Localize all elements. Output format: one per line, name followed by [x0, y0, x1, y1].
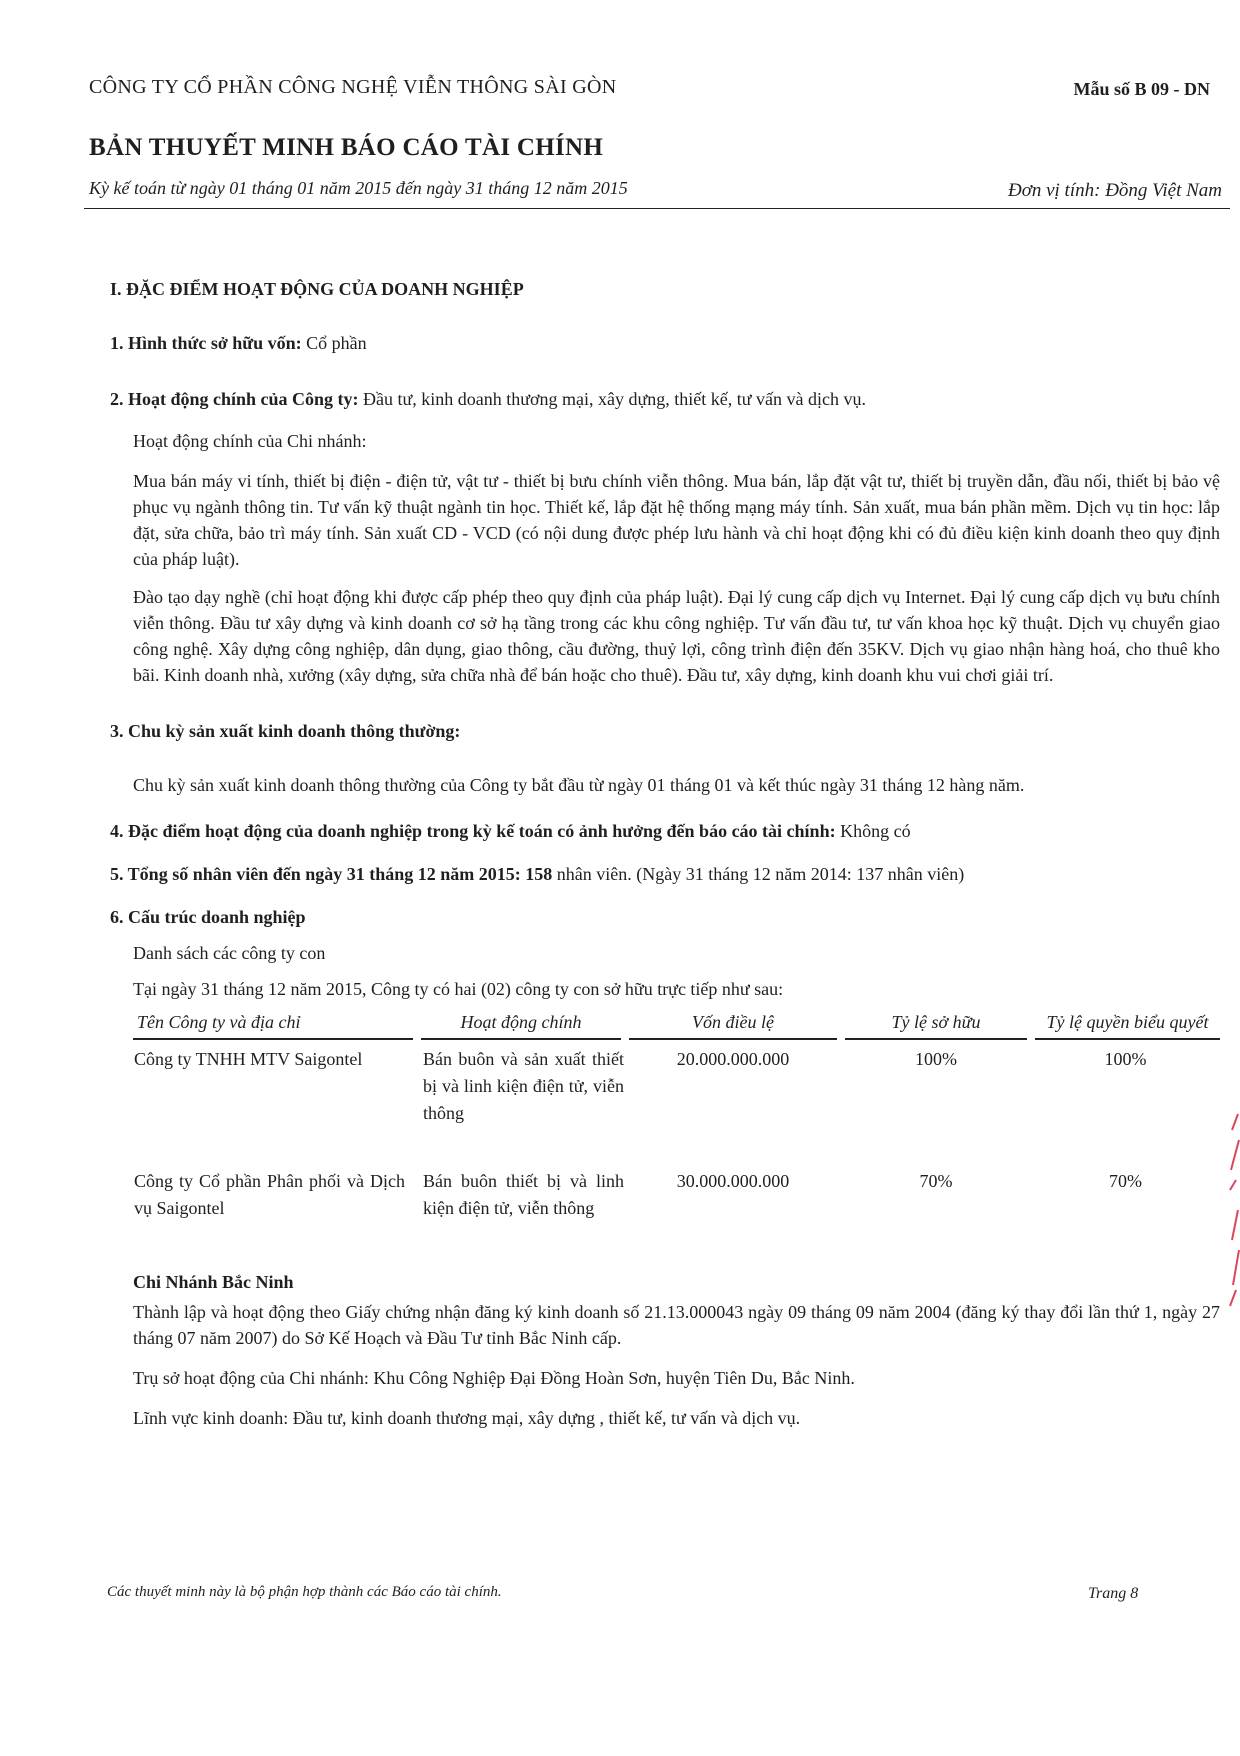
currency-unit: Đơn vị tính: Đồng Việt Nam: [1007, 180, 1222, 201]
item-ownership-value: Cổ phần: [306, 333, 367, 353]
item-business-cycle-label: 3. Chu kỳ sản xuất kinh doanh thông thường:: [110, 721, 461, 741]
item-headcount-label: 5. Tổng số nhân viên đến ngày 31 tháng 12 năm 2015:: [110, 864, 521, 884]
item-structure-label: 6. Cấu trúc doanh nghiệp: [110, 907, 306, 927]
column-header: Hoạt động chính: [417, 1010, 625, 1039]
item-ownership-label: 1. Hình thức sở hữu vốn:: [110, 333, 302, 353]
item-main-activity: [110, 386, 1220, 412]
stamp-mark-icon: [1226, 1110, 1240, 1310]
activity-cell: Bán buôn thiết bị và linh kiện điện tử, viễn thông: [423, 1171, 624, 1218]
charter-capital-cell: 20.000.000.000: [676, 1049, 790, 1069]
subsidiaries-heading: Danh sách các công ty con: [133, 943, 326, 963]
reporting-period: Kỳ kế toán từ ngày 01 tháng 01 năm 2015 đến ngày 31 tháng 12 năm 2015: [89, 178, 628, 198]
item-business-cycle: [110, 718, 1220, 744]
voting-ratio-cell: 100%: [1104, 1049, 1147, 1069]
column-header: Tên Công ty và địa chỉ: [133, 1010, 417, 1039]
subsidiaries-intro: Tại ngày 31 tháng 12 năm 2015, Công ty có hai (02) công ty con sở hữu trực tiếp như sau:: [133, 979, 784, 999]
table-row: [133, 1039, 1220, 1128]
notes-body: [110, 276, 1220, 1431]
company-name-cell: Công ty Cổ phần Phân phối và Dịch vụ Saigontel: [134, 1171, 405, 1218]
header-divider: [84, 208, 1230, 209]
item-ownership: [110, 330, 1220, 356]
item-headcount-count: 158: [525, 864, 553, 884]
company-name: CÔNG TY CỔ PHẦN CÔNG NGHỆ VIỄN THÔNG SÀI GÒN: [89, 76, 617, 98]
column-header: Tỷ lệ quyền biểu quyết: [1031, 1010, 1220, 1039]
business-cycle-text: Chu kỳ sản xuất kinh doanh thông thường của Công ty bắt đầu từ ngày 01 tháng 01 và kết thúc ngày 31 tháng 12 hàng năm.: [133, 775, 1025, 795]
branch-business-lines: Lĩnh vực kinh doanh: Đầu tư, kinh doanh thương mại, xây dựng , thiết kế, tư vấn và dịch vụ.: [133, 1408, 801, 1428]
branch-registration: Thành lập và hoạt động theo Giấy chứng nhận đăng ký kinh doanh số 21.13.000043 ngày 09 tháng 09 năm 2004 (đăng ký thay đổi lần thứ 1, ngày 27 tháng 07 năm 2007) do Sở Kế Hoạch và Đầu Tư tỉnh Bắc Ninh cấp.: [133, 1302, 1220, 1348]
item-operations-impact-value: Không có: [840, 821, 911, 841]
column-header: Tỷ lệ sở hữu: [841, 1010, 1031, 1039]
charter-capital-cell: 30.000.000.000: [676, 1171, 790, 1191]
document-title: BẢN THUYẾT MINH BÁO CÁO TÀI CHÍNH: [89, 134, 604, 161]
table-header-row: [133, 1010, 1220, 1039]
activity-cell: Bán buôn và sản xuất thiết bị và linh kiện điện tử, viễn thông: [423, 1049, 624, 1123]
item-headcount-value: nhân viên. (Ngày 31 tháng 12 năm 2014: 137 nhân viên): [556, 864, 965, 884]
column-header: Vốn điều lệ: [625, 1010, 841, 1039]
seal-stamp-edge: [1226, 1110, 1240, 1310]
section-title: I. ĐẶC ĐIỂM HOẠT ĐỘNG CỦA DOANH NGHIỆP: [110, 279, 524, 299]
branch-title: Chi Nhánh Bắc Ninh: [133, 1272, 294, 1292]
item-structure: [110, 904, 1220, 930]
item-headcount: [110, 861, 1220, 887]
page-number: Trang 8: [1088, 1585, 1139, 1602]
voting-ratio-cell: 70%: [1109, 1171, 1142, 1191]
branch-activity-paragraph-1: Mua bán máy vi tính, thiết bị điện - điện tử, vật tư - thiết bị bưu chính viễn thông. Mua bán, lắp đặt vật tư, thiết bị truyền dẫn, đầu nối, thiết bị bảo vệ phục vụ ngành thông tin. Tư vấn kỹ thuật ngành tin học. Thiết kế, lắp đặt hệ thống mạng máy tính. Sản xuất, mua bán phần mềm. Dịch vụ tin học: lắp đặt, sửa chữa, bảo trì máy tính. Sản xuất CD - VCD (có nội dung được phép lưu hành và chỉ hoạt động khi có đủ điều kiện kinh doanh theo quy định của pháp luật).: [133, 471, 1220, 569]
item-operations-impact: [110, 818, 1220, 844]
item-operations-impact-label: 4. Đặc điểm hoạt động của doanh nghiệp trong kỳ kế toán có ảnh hưởng đến báo cáo tài chính:: [110, 821, 836, 841]
subsidiaries-table: [133, 1010, 1220, 1223]
item-main-activity-value: Đầu tư, kinh doanh thương mại, xây dựng, thiết kế, tư vấn và dịch vụ.: [363, 389, 867, 409]
table-row: [133, 1128, 1220, 1223]
footer-note: Các thuyết minh này là bộ phận hợp thành các Báo cáo tài chính.: [107, 1584, 502, 1600]
branch-activity-heading: Hoạt động chính của Chi nhánh:: [133, 431, 367, 451]
branch-address: Trụ sở hoạt động của Chi nhánh: Khu Công Nghiệp Đại Đồng Hoàn Sơn, huyện Tiên Du, Bắc Ninh.: [133, 1368, 855, 1388]
form-code: Mẫu số B 09 - DN: [1073, 79, 1210, 99]
ownership-ratio-cell: 70%: [919, 1171, 953, 1191]
ownership-ratio-cell: 100%: [915, 1049, 957, 1069]
item-main-activity-label: 2. Hoạt động chính của Công ty:: [110, 389, 359, 409]
company-name-cell: Công ty TNHH MTV Saigontel: [134, 1049, 363, 1069]
branch-activity-paragraph-2: Đào tạo dạy nghề (chỉ hoạt động khi được cấp phép theo quy định của pháp luật). Đại lý cung cấp dịch vụ Internet. Đại lý cung cấp dịch vụ bưu chính viễn thông. Đầu tư xây dựng và kinh doanh cơ sở hạ tầng trong các khu công nghiệp. Tư vấn đầu tư, tư vấn khoa học kỹ thuật. Dịch vụ chuyển giao công nghệ. Xây dựng công nghiệp, dân dụng, giao thông, cầu đường, thuỷ lợi, công trình điện đến 35KV. Dịch vụ giao nhận hàng hoá, cho thuê kho bãi. Kinh doanh nhà, xưởng (xây dựng, sửa chữa nhà để bán hoặc cho thuê). Đầu tư, xây dựng, kinh doanh khu vui chơi giải trí.: [133, 587, 1220, 685]
